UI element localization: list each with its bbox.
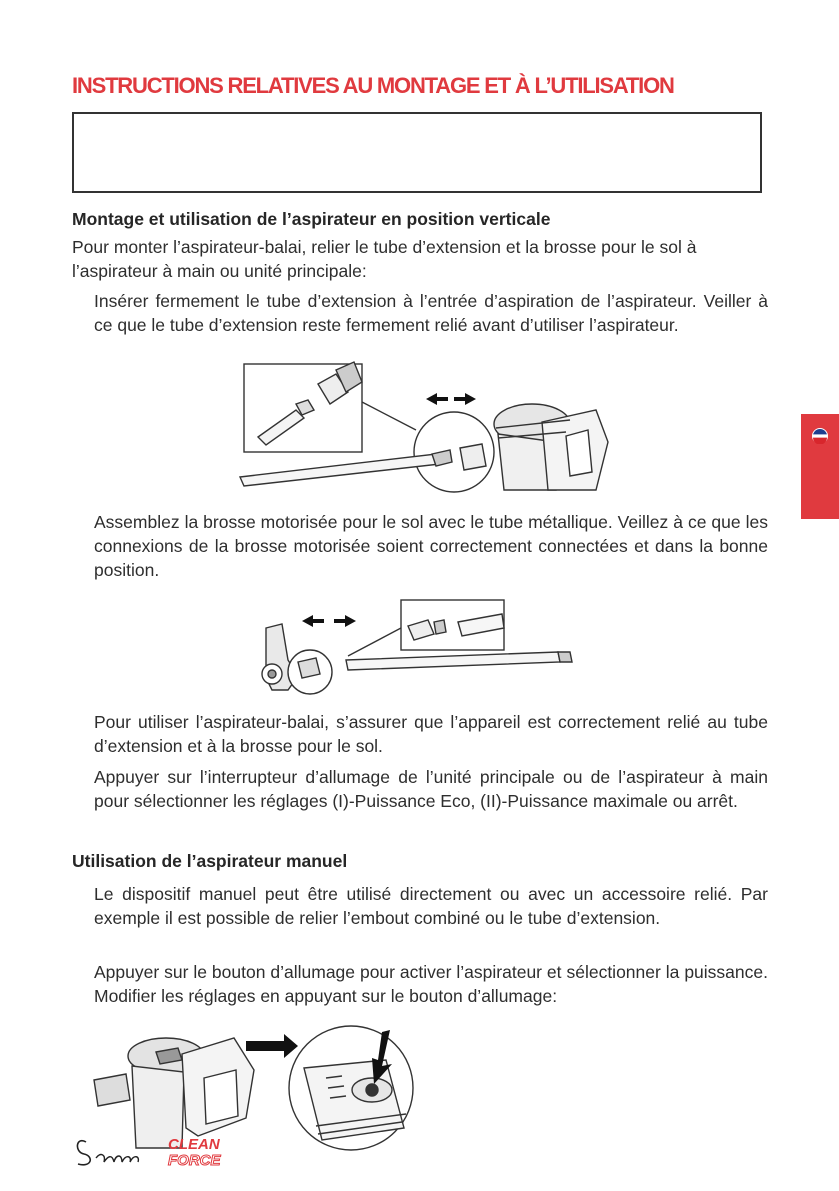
french-flag-icon xyxy=(812,428,828,444)
svg-text:CLEAN: CLEAN xyxy=(168,1136,220,1153)
svg-text:FORCE: FORCE xyxy=(168,1152,221,1169)
page-title: INSTRUCTIONS RELATIVES AU MONTAGE ET À L’UTILISATION xyxy=(72,73,674,98)
step-power-switch: Appuyer sur l’interrupteur d’allumage de l’unité principale ou de l’aspirateur à main pour sélectionner les réglages (I)-Puissance Eco, (II)-Puissance maximale ou arrêt. xyxy=(94,767,768,811)
language-tab xyxy=(801,414,839,519)
step-extension-tube: Insérer fermement le tube d’extension à l’entrée d’aspiration de l’aspirateur. Veiller à ce que le tube d’extension reste fermement relié avant d’utiliser l’aspirateur. xyxy=(94,291,768,335)
intro-paragraph: Pour monter l’aspirateur-balai, relier le tube d’extension et la brosse pour le sol à l’aspirateur à main ou unité principale: xyxy=(72,237,697,281)
notice-box xyxy=(72,112,762,193)
step-handheld-accessory: Le dispositif manuel peut être utilisé directement ou avec un accessoire relié. Par exemple il est possible de relier l’embout combiné ou le tube d’extension. xyxy=(94,884,768,928)
section-heading-handheld: Utilisation de l’aspirateur manuel xyxy=(72,851,348,871)
step-power-button: Appuyer sur le bouton d’allumage pour activer l’aspirateur et sélectionner la puissance. Modifier les réglages en appuyant sur le bouton d’allumage: xyxy=(94,962,768,1006)
figure-extension-tube-assembly xyxy=(236,362,616,492)
step-motor-brush: Assemblez la brosse motorisée pour le sol avec le tube métallique. Veillez à ce que les connexions de la brosse motorisée soient correctement connectées et dans la bonne position. xyxy=(94,512,768,580)
brand-logo xyxy=(72,1132,242,1172)
step-connect-check: Pour utiliser l’aspirateur-balai, s’assurer que l’appareil est correctement relié au tube d’extension et à la brosse pour le sol. xyxy=(94,712,768,756)
figure-motor-brush-assembly xyxy=(258,598,588,710)
section-heading-upright: Montage et utilisation de l’aspirateur en position verticale xyxy=(72,209,551,229)
